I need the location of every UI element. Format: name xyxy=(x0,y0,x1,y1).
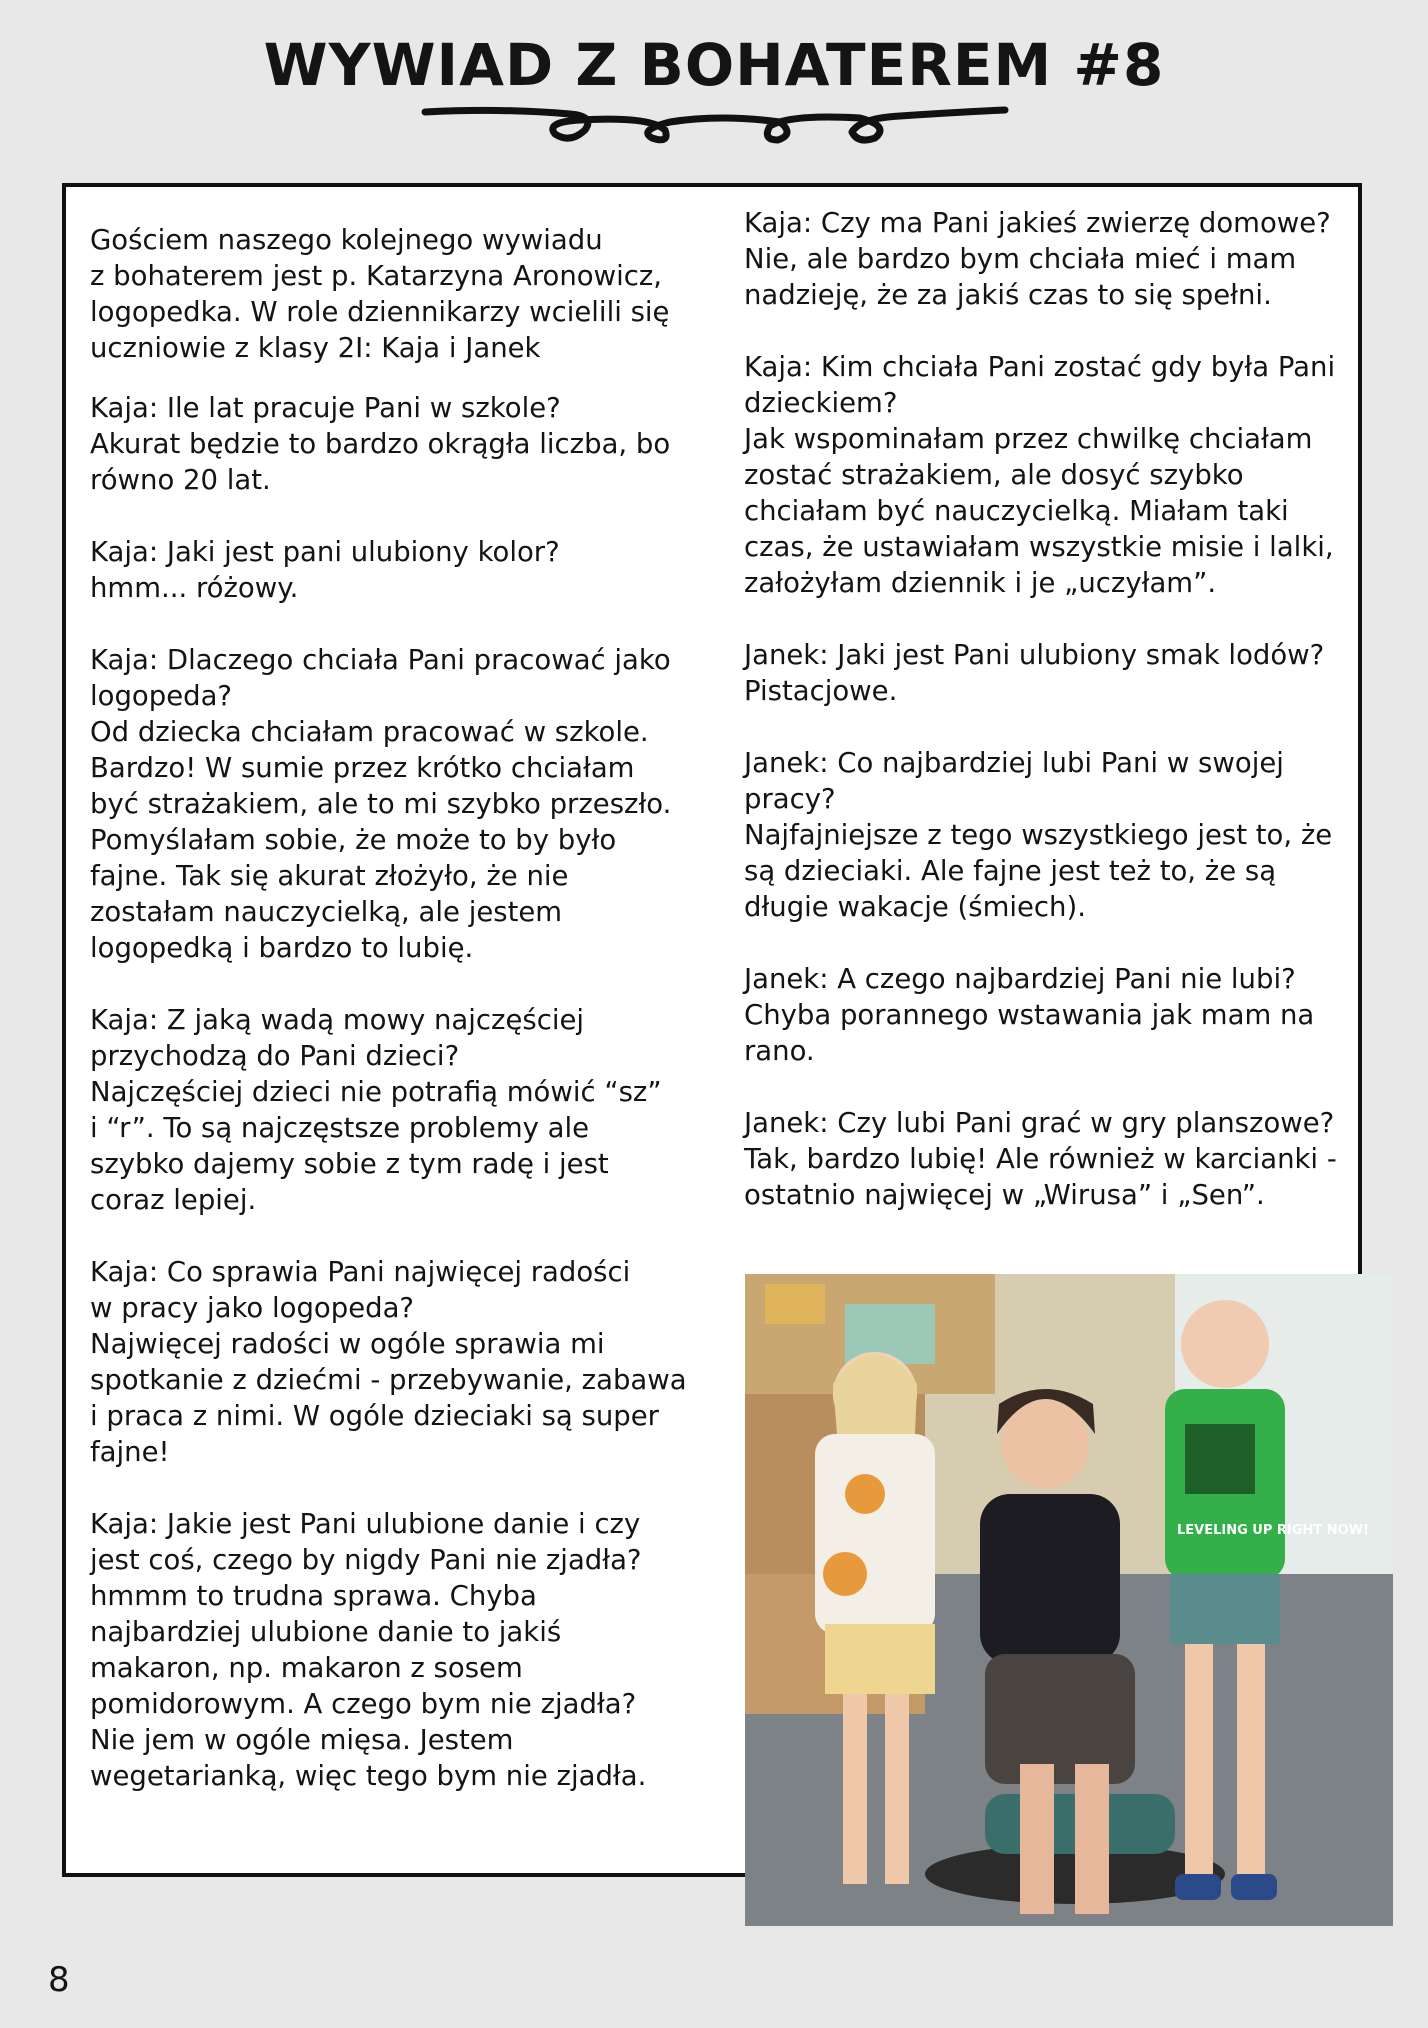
interview-question-answer: Janek: A czego najbardziej Pani nie lubi? Chyba porannego wstawania jak mam na rano. xyxy=(744,963,1315,1067)
interview-right-column xyxy=(744,205,1344,1249)
interview-question-answer: Kaja: Czy ma Pani jakieś zwierzę domowe? Nie, ale bardzo bym chciała mieć i mam nadzieję, że za jakiś czas to się spełni. xyxy=(744,207,1331,311)
page-number: 8 xyxy=(48,1960,70,2000)
interview-question-answer: Janek: Co najbardziej lubi Pani w swojej pracy? Najfajniejsze z tego wszystkiego jest to, że są dzieciaki. Ale fajne jest też to, że są długie wakacje (śmiech). xyxy=(744,747,1333,923)
interview-question-answer: Kaja: Z jaką wadą mowy najczęściej przychodzą do Pani dzieci? Najczęściej dzieci nie potrafią mówić “sz” i “r”. To są najczęstsze problemy ale szybko dajemy sobie z tym radę i jest coraz lepiej. xyxy=(90,1004,662,1216)
interview-question-answer: Kaja: Jaki jest pani ulubiony kolor? hmm... różowy. xyxy=(90,536,560,604)
interview-intro: Gościem naszego kolejnego wywiadu z bohaterem jest p. Katarzyna Aronowicz, logopedka. W role dziennikarzy wcielili się uczniowie z klasy 2I: Kaja i Janek xyxy=(90,224,670,364)
page-title: WYWIAD Z BOHATEREM #8 xyxy=(263,31,1165,99)
interview-question-answer: Kaja: Ile lat pracuje Pani w szkole? Akurat będzie to bardzo okrągła liczba, bo równo 20 lat. xyxy=(90,392,671,496)
interview-question-answer: Kaja: Jakie jest Pani ulubione danie i czy jest coś, czego by nigdy Pani nie zjadła? hmmm to trudna sprawa. Chyba najbardziej ulubione danie to jakiś makaron, np. makaron z sosem pomidorowym. A czego bym nie zjadła? Nie jem w ogóle mięsa. Jestem wegetarianką, więc tego bym nie zjadła. xyxy=(90,1508,647,1792)
title-flourish-decoration xyxy=(420,100,1010,150)
interview-left-column xyxy=(90,222,690,1830)
interview-question-answer: Kaja: Co sprawia Pani najwięcej radości w pracy jako logopeda? Najwięcej radości w ogóle sprawia mi spotkanie z dziećmi - przebywanie, zabawa i praca z nimi. W ogóle dzieciaki są super fajne! xyxy=(90,1256,687,1468)
interview-question-answer: Kaja: Kim chciała Pani zostać gdy była Pani dzieckiem? Jak wspominałam przez chwilkę chciałam zostać strażakiem, ale dosyć szybko chciałam być nauczycielką. Miałam taki czas, że ustawiałam wszystkie misie i lalki, założyłam dziennik i je „uczyłam”. xyxy=(744,351,1336,599)
photo-illustration xyxy=(745,1274,1393,1926)
interview-question-answer: Kaja: Dlaczego chciała Pani pracować jako logopeda? Od dziecka chciałam pracować w szkole. Bardzo! W sumie przez krótko chciałam być strażakiem, ale to mi szybko przeszło. Pomyślałam sobie, że może to by było fajne. Tak się akurat złożyło, że nie zostałam nauczycielką, ale jestem logopedką i bardzo to lubię. xyxy=(90,644,672,964)
interview-question-answer: Janek: Czy lubi Pani grać w gry planszowe? Tak, bardzo lubię! Ale również w karcianki - ostatnio najwięcej w „Wirusa” i „Sen”. xyxy=(744,1107,1337,1211)
interview-photo xyxy=(745,1274,1393,1926)
shirt-print: LEVELING UP RIGHT NOW! xyxy=(1177,1523,1369,1538)
interview-question-answer: Janek: Jaki jest Pani ulubiony smak lodów? Pistacjowe. xyxy=(744,639,1325,707)
